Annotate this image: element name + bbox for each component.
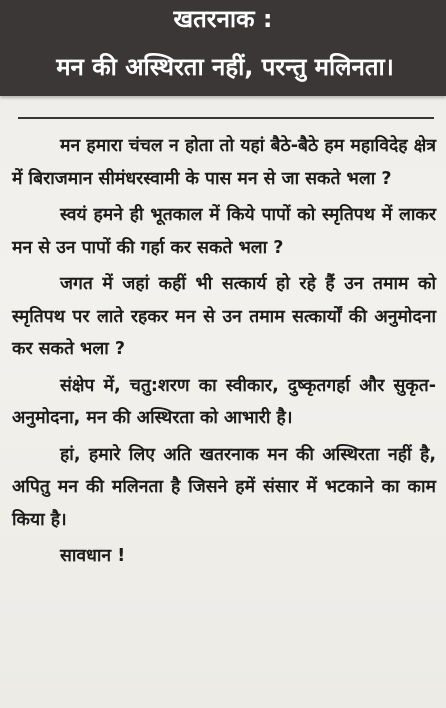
paragraph-3: जगत में जहां कहीं भी सत्कार्य हो रहे हैं उन तमाम को स्मृतिपथ पर लाते रहकर मन से उन तमाम सत्कार्यों की अनुमोदना कर सकते भला ?	[12, 274, 436, 359]
divider-line	[18, 117, 434, 119]
paragraph-2: स्वयं हमने ही भूतकाल में किये पापों को स्मृतिपथ में लाकर मन से उन पापों की गर्हा कर सकते भला ?	[12, 205, 436, 258]
paragraph-1: मन हमारा चंचल न होता तो यहां बैठे-बैठे हम महाविदेह क्षेत्र में बिराजमान सीमंधरस्वामी के पास मन से जा सकते भला ?	[12, 136, 436, 189]
banner-headline: मन की अस्थिरता नहीं, परन्तु मलिनता।	[56, 53, 394, 81]
title-banner	[0, 0, 446, 96]
closing-line: सावधान !	[60, 546, 126, 566]
paragraph-5: हां, हमारे लिए अति खतरनाक मन की अस्थिरता नहीं है, अपितु मन की मलिनता है जिसने हमें संसार में भटकाने का काम किया है।	[12, 444, 436, 530]
paragraph-4: संक्षेप में, चतु:शरण का स्वीकार, दुष्कृतगर्हा और सुकृत-अनुमोदना, मन की अस्थिरता को आभारी है।	[12, 375, 436, 428]
article-body	[12, 130, 436, 577]
banner-kicker: खतरनाक :	[173, 5, 273, 33]
